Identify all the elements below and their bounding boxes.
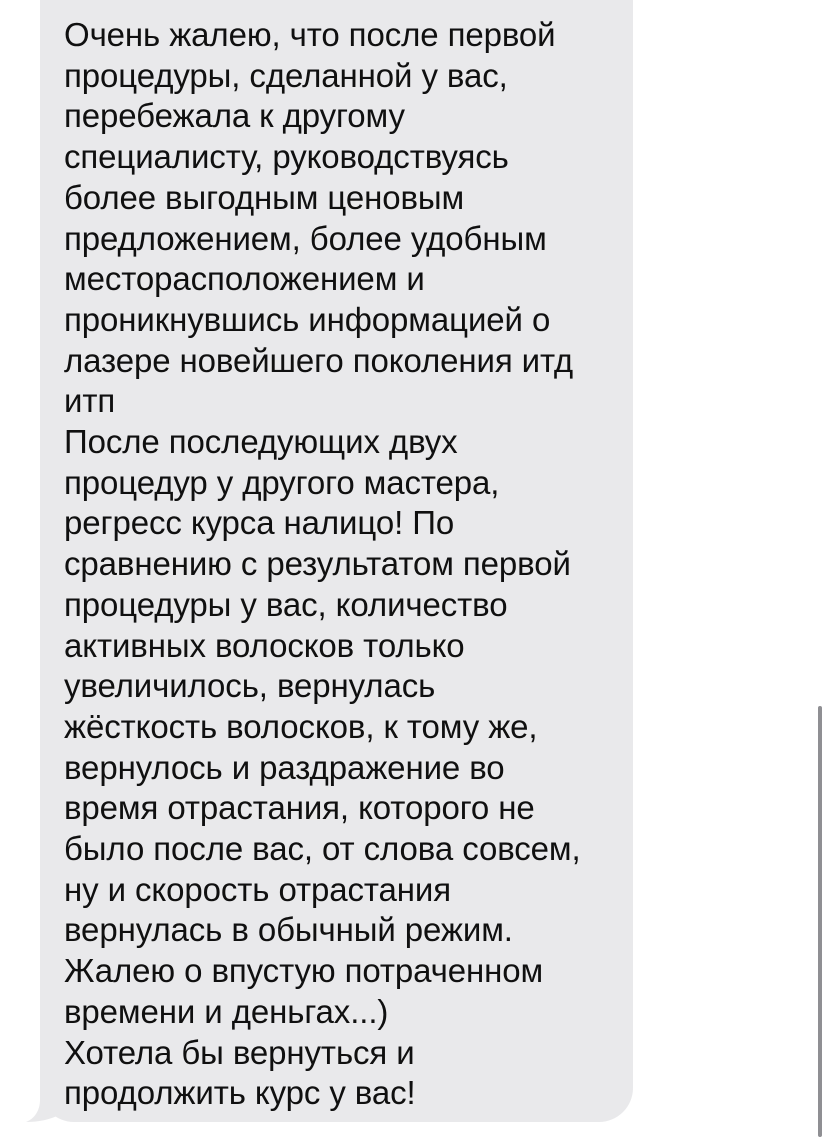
message-line: месторасположением и bbox=[64, 260, 425, 298]
message-line: итп bbox=[64, 382, 116, 420]
message-line: было после вас, от слова совсем, bbox=[64, 830, 581, 868]
message-text bbox=[64, 15, 624, 1114]
message-line: сравнению с результатом первой bbox=[64, 545, 571, 583]
message-line: процедуры, сделанной у вас, bbox=[64, 56, 508, 94]
message-line: вернулась в обычный режим. bbox=[64, 911, 513, 949]
message-line: проникнувшись информацией о bbox=[64, 300, 551, 338]
message-bubble-tail bbox=[26, 1086, 66, 1122]
message-line: время отрастания, которого не bbox=[64, 789, 535, 827]
message-line: более выгодным ценовым bbox=[64, 178, 465, 216]
message-line: лазере новейшего поколения итд bbox=[64, 341, 574, 379]
message-line: ну и скорость отрастания bbox=[64, 870, 452, 908]
message-line: предложением, более удобным bbox=[64, 219, 547, 257]
message-line: увеличилось, вернулась bbox=[64, 667, 436, 705]
message-line: регресс курса налицо! По bbox=[64, 504, 455, 542]
message-line: специалисту, руководствуясь bbox=[64, 138, 509, 176]
message-line: После последующих двух bbox=[64, 423, 458, 461]
message-line: продолжить курс у вас! bbox=[64, 1074, 416, 1112]
message-line: перебежала к другому bbox=[64, 97, 405, 135]
scrollbar[interactable] bbox=[818, 706, 822, 1137]
message-line: процедуры у вас, количество bbox=[64, 585, 508, 623]
message-line: процедур у другого мастера, bbox=[64, 463, 500, 501]
message-line: Жалею о впустую потраченном bbox=[64, 952, 544, 990]
message-line: жёсткость волосков, к тому же, bbox=[64, 707, 538, 745]
message-line: активных волосков только bbox=[64, 626, 465, 664]
message-line: вернулось и раздражение во bbox=[64, 748, 505, 786]
message-line: Очень жалею, что после первой bbox=[64, 16, 556, 53]
message-line: Хотела бы вернуться и bbox=[64, 1033, 415, 1071]
message-line: времени и деньгах...) bbox=[64, 992, 389, 1030]
